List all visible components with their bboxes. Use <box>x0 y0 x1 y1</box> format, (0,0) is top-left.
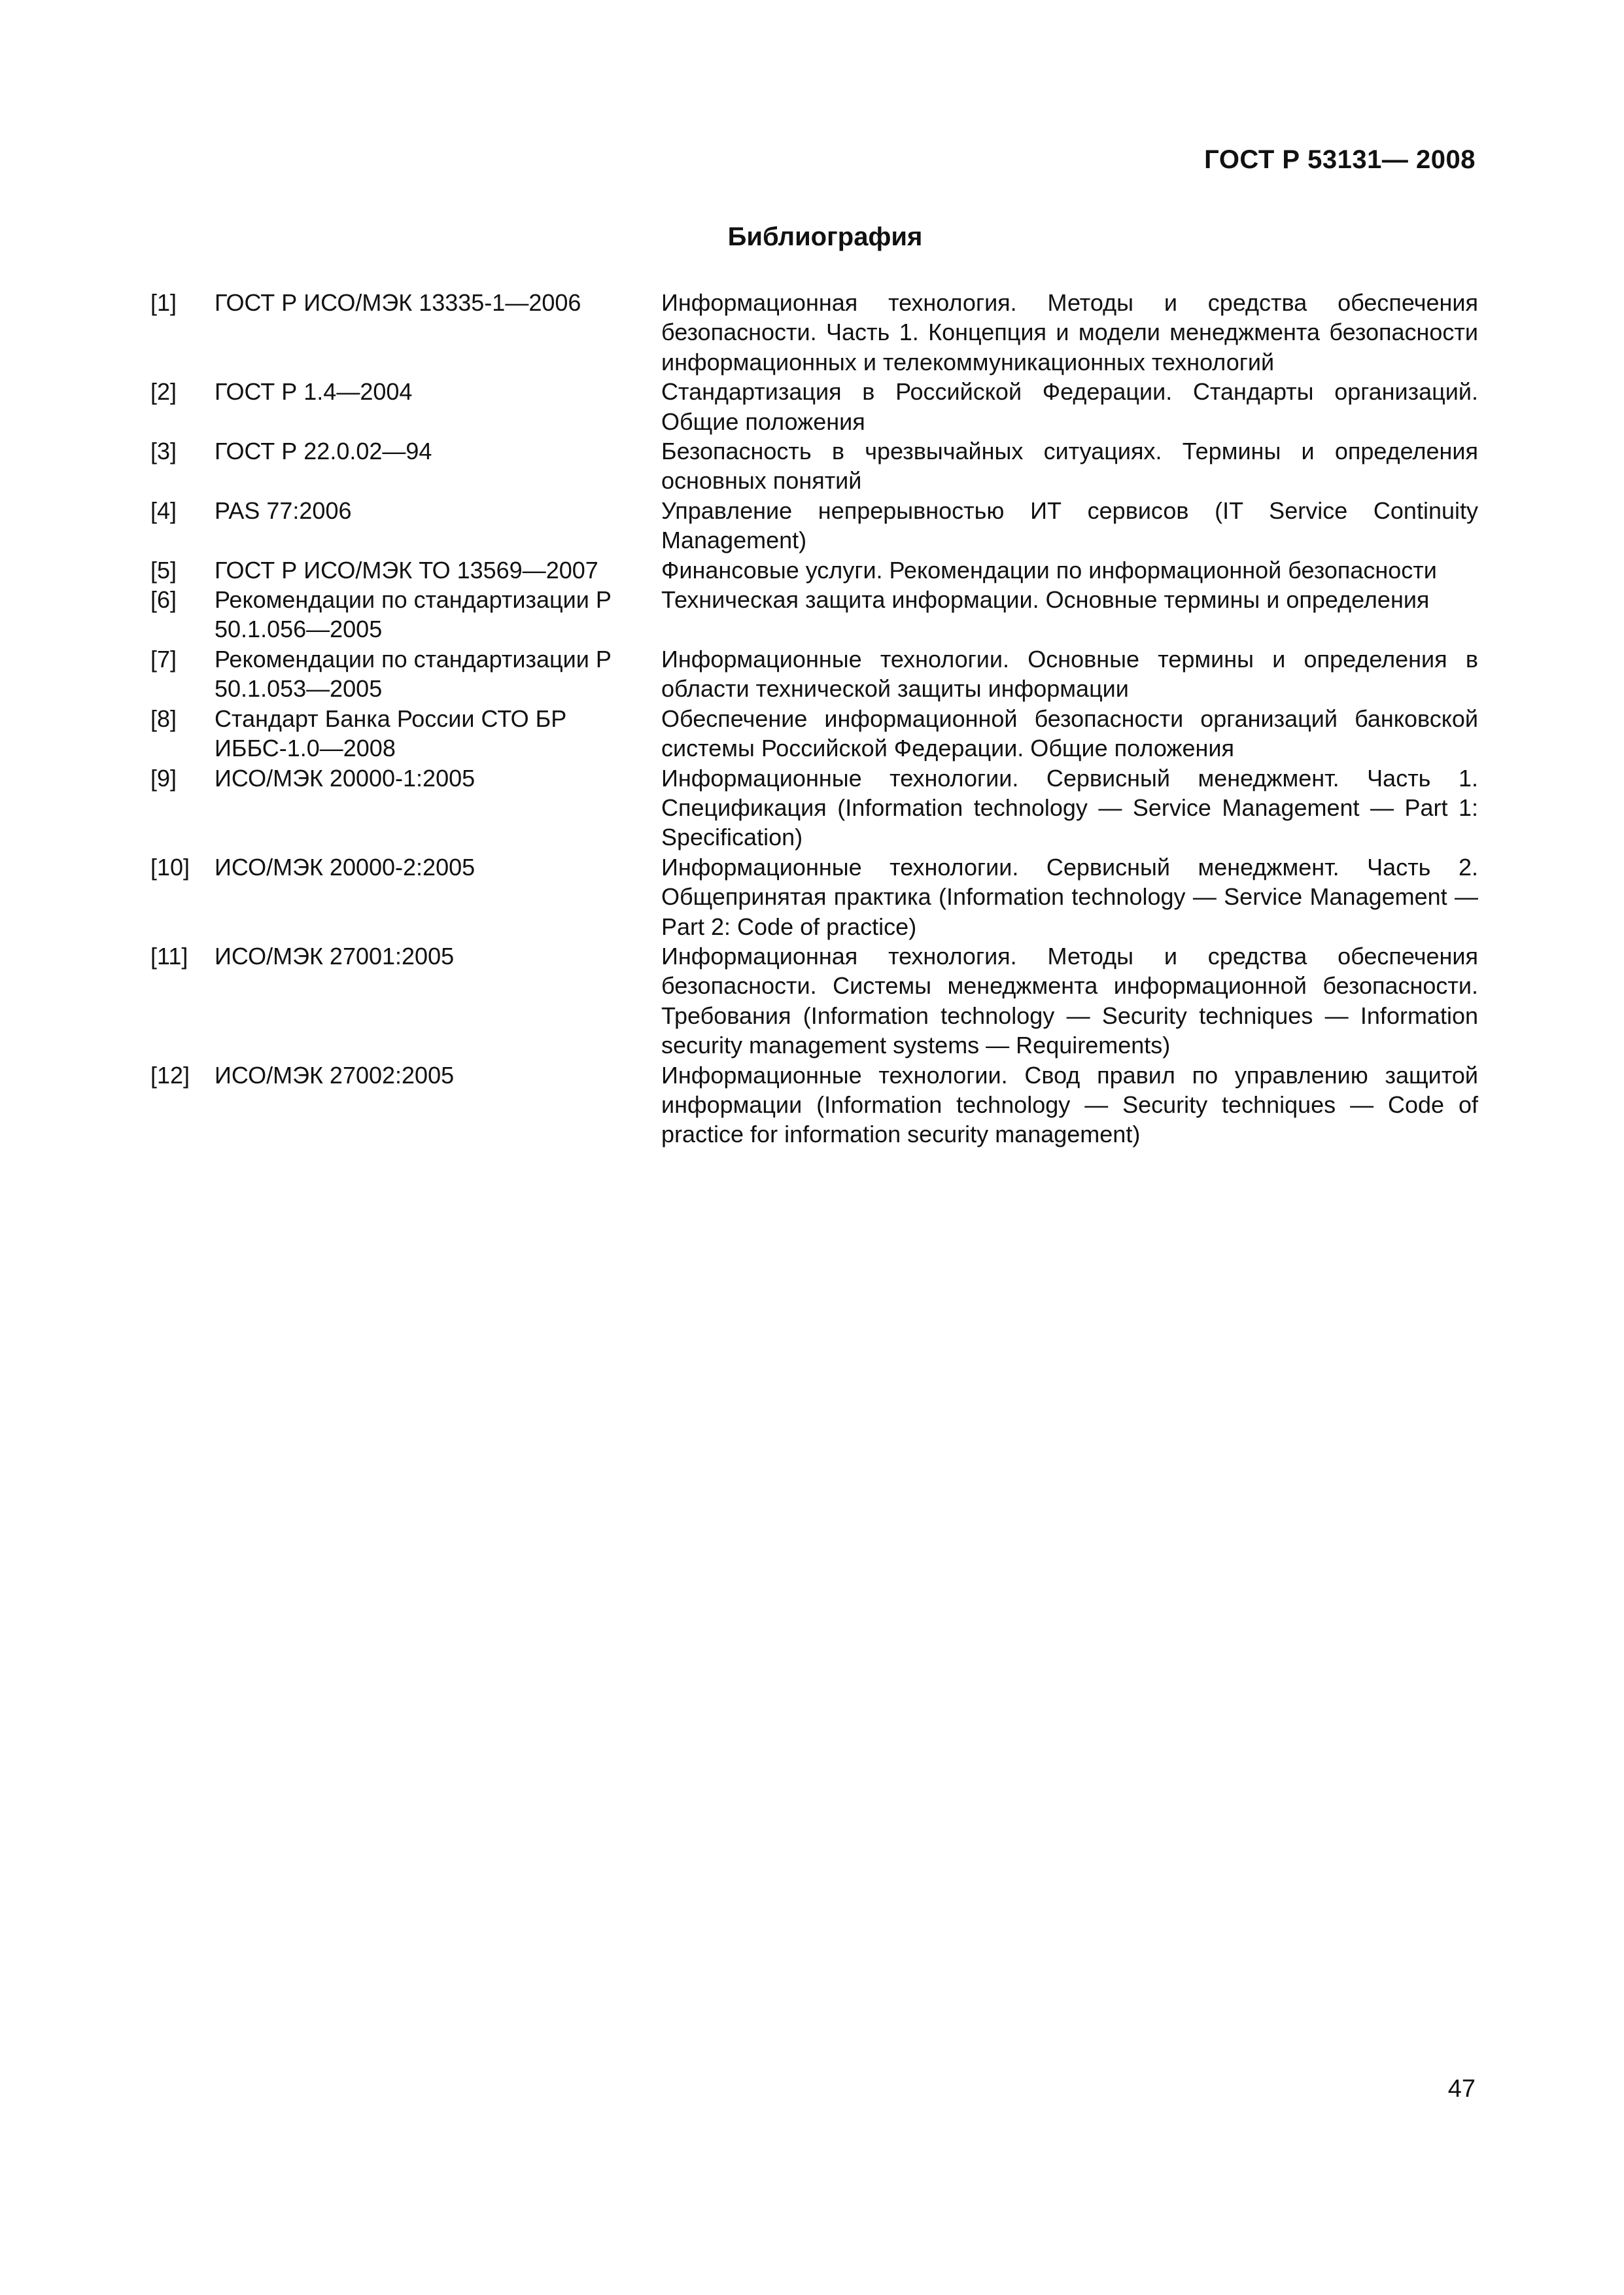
entry-title: Информационная технология. Методы и средства обеспечения безопасности. Системы менеджмента информационной безопасности. Требования (Information technology — Security techniques — Information security management systems — Requirements) <box>661 942 1478 1059</box>
entry-title: Управление непрерывностью ИТ сервисов (IT Service Continuity Management) <box>661 497 1478 554</box>
entry-number: [8] <box>150 705 177 732</box>
entry-number: [12] <box>150 1061 190 1089</box>
entry-number: [2] <box>150 378 177 406</box>
entry-reference: ИСО/МЭК 20000-2:2005 <box>215 853 475 881</box>
bibliography-entry <box>150 496 1478 555</box>
entry-title: Обеспечение информационной безопасности организаций банковской системы Российской Федерации. Общие положения <box>661 705 1478 762</box>
page-number: 47 <box>1447 2075 1476 2103</box>
document-code: ГОСТ Р 53131— 2008 <box>1204 145 1476 174</box>
entry-reference: ГОСТ Р ИСО/МЭК 13335-1—2006 <box>215 289 581 316</box>
entry-reference: Стандарт Банка России СТО БР ИББС-1.0—2008 <box>215 705 567 762</box>
bibliography-entry <box>150 555 1478 585</box>
entry-reference: ИСО/МЭК 20000-1:2005 <box>215 764 475 792</box>
entry-number: [9] <box>150 764 177 792</box>
entry-title: Техническая защита информации. Основные термины и определения <box>661 586 1430 614</box>
bibliography-entry <box>150 852 1478 941</box>
entry-number: [1] <box>150 289 177 316</box>
bibliography-entry <box>150 704 1478 763</box>
bibliography-entry <box>150 941 1478 1060</box>
bibliography-list <box>150 288 1478 1149</box>
entry-number: [6] <box>150 586 177 614</box>
entry-title: Информационные технологии. Основные термины и определения в области технической защиты информации <box>661 645 1478 703</box>
entry-title: Стандартизация в Российской Федерации. Стандарты организаций. Общие положения <box>661 378 1478 435</box>
entry-title: Информационные технологии. Сервисный менеджмент. Часть 1. Спецификация (Information technology — Service Management — Part 1: Specification) <box>661 764 1478 851</box>
entry-number: [7] <box>150 645 177 673</box>
bibliography-entry <box>150 436 1478 496</box>
entry-number: [4] <box>150 497 177 524</box>
entry-title: Информационные технологии. Свод правил по управлению защитой информации (Information technology — Security techniques — Code of practice for information security management) <box>661 1061 1478 1148</box>
entry-number: [3] <box>150 438 177 465</box>
entry-title: Информационные технологии. Сервисный менеджмент. Часть 2. Общепринятая практика (Information technology — Service Management — Part 2: Code of practice) <box>661 853 1478 940</box>
bibliography-entry <box>150 644 1478 704</box>
entry-reference: ИСО/МЭК 27002:2005 <box>215 1061 455 1089</box>
entry-title: Информационная технология. Методы и средства обеспечения безопасности. Часть 1. Концепция и модели менеджмента безопасности информационных и телекоммуникационных технологий <box>661 289 1478 376</box>
entry-number: [5] <box>150 556 177 584</box>
bibliography-entry <box>150 377 1478 436</box>
entry-title: Безопасность в чрезвычайных ситуациях. Термины и определения основных понятий <box>661 438 1478 495</box>
entry-reference: ГОСТ Р 1.4—2004 <box>215 378 413 406</box>
entry-reference: ИСО/МЭК 27001:2005 <box>215 942 455 970</box>
bibliography-entry <box>150 763 1478 852</box>
bibliography-entry <box>150 1060 1478 1149</box>
entry-number: [11] <box>150 942 188 970</box>
entry-reference: PAS 77:2006 <box>215 497 352 524</box>
entry-title: Финансовые услуги. Рекомендации по информационной безопасности <box>661 556 1437 584</box>
entry-reference: ГОСТ Р 22.0.02—94 <box>215 438 432 465</box>
entry-reference: ГОСТ Р ИСО/МЭК ТО 13569—2007 <box>215 556 598 584</box>
bibliography-entry <box>150 585 1478 644</box>
bibliography-entry <box>150 288 1478 377</box>
page-title: Библиография <box>727 222 923 251</box>
entry-number: [10] <box>150 853 190 881</box>
entry-reference: Рекомендации по стандартизации Р 50.1.053—2005 <box>215 645 612 703</box>
entry-reference: Рекомендации по стандартизации Р 50.1.056—2005 <box>215 586 612 643</box>
